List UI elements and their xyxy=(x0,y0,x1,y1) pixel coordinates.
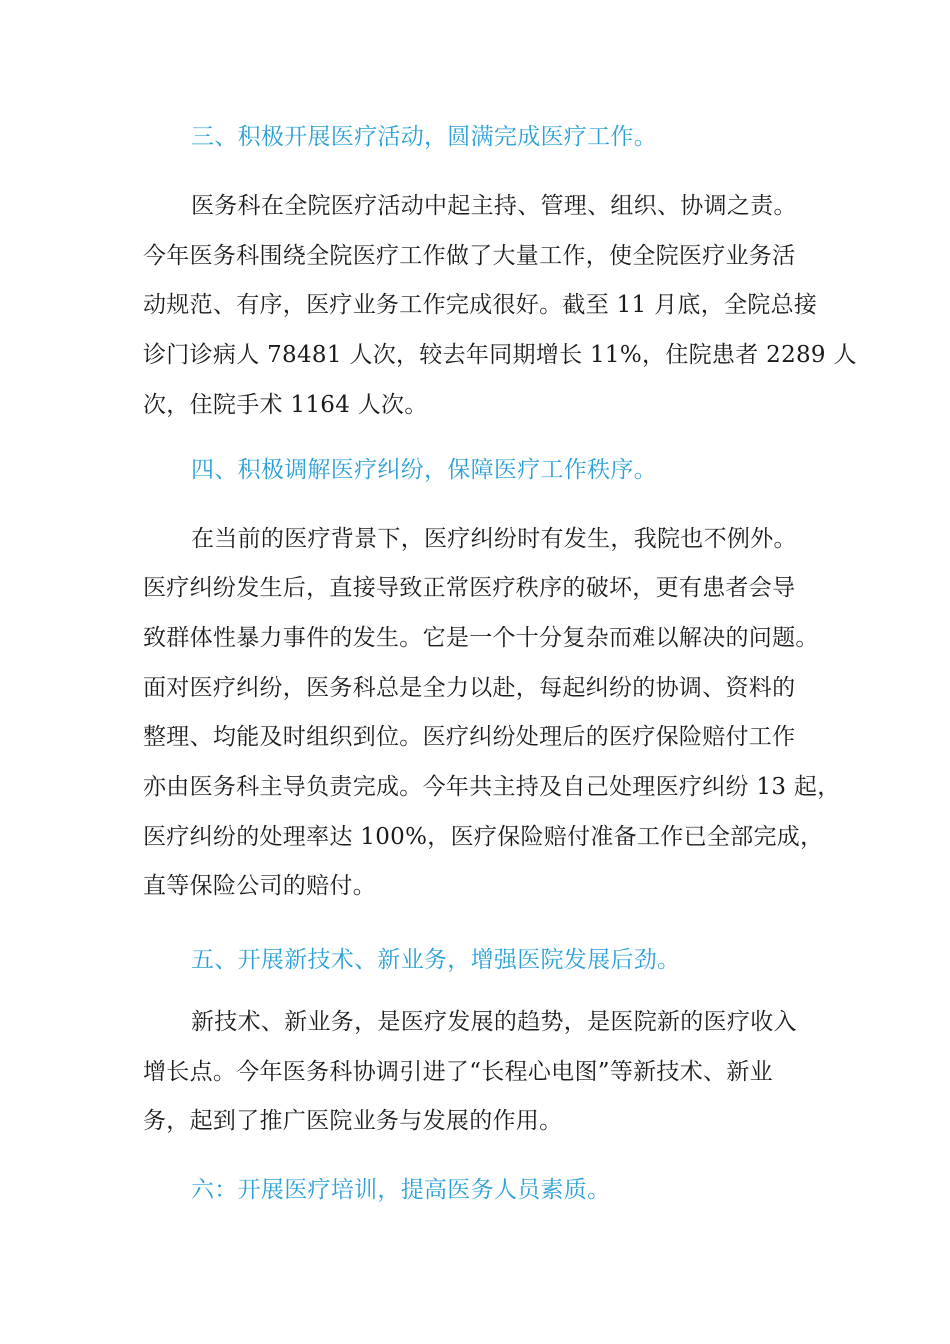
paragraph-line: 在当前的医疗背景下，医疗纠纷时有发生，我院也不例外。 xyxy=(191,526,797,552)
paragraph-line: 医务科在全院医疗活动中起主持、管理、组织、协调之责。 xyxy=(191,193,797,219)
paragraph-line: 增长点。今年医务科协调引进了“长程心电图”等新技术、新业 xyxy=(143,1059,773,1085)
paragraph-line: 新技术、新业务，是医疗发展的趋势，是医院新的医疗收入 xyxy=(191,1009,797,1035)
section-heading: 四、积极调解医疗纠纷，保障医疗工作秩序。 xyxy=(191,457,657,483)
section-heading: 五、开展新技术、新业务，增强医院发展后劲。 xyxy=(191,947,681,973)
paragraph-line: 亦由医务科主导负责完成。今年共主持及自己处理医疗纠纷 13 起， xyxy=(143,774,841,800)
paragraph-line: 次，住院手术 1164 人次。 xyxy=(143,392,428,418)
paragraph-line: 务，起到了推广医院业务与发展的作用。 xyxy=(143,1108,563,1134)
paragraph-line: 医疗纠纷发生后，直接导致正常医疗秩序的破坏，更有患者会导 xyxy=(143,575,796,601)
paragraph-line: 直等保险公司的赔付。 xyxy=(143,873,376,899)
paragraph-line: 诊门诊病人 78481 人次，较去年同期增长 11%，住院患者 2289 人 xyxy=(143,342,857,368)
paragraph-line: 整理、均能及时组织到位。医疗纠纷处理后的医疗保险赔付工作 xyxy=(143,724,796,750)
section-heading: 三、积极开展医疗活动，圆满完成医疗工作。 xyxy=(191,124,657,150)
paragraph-line: 医疗纠纷的处理率达 100%，医疗保险赔付准备工作已全部完成， xyxy=(143,824,824,850)
paragraph-line: 动规范、有序，医疗业务工作完成很好。截至 11 月底，全院总接 xyxy=(143,292,818,318)
paragraph-line: 面对医疗纠纷，医务科总是全力以赴，每起纠纷的协调、资料的 xyxy=(143,675,796,701)
paragraph-line: 致群体性暴力事件的发生。它是一个十分复杂而难以解决的问题。 xyxy=(143,625,819,651)
paragraph-line: 今年医务科围绕全院医疗工作做了大量工作，使全院医疗业务活 xyxy=(143,243,796,269)
section-heading: 六：开展医疗培训，提高医务人员素质。 xyxy=(191,1177,611,1203)
